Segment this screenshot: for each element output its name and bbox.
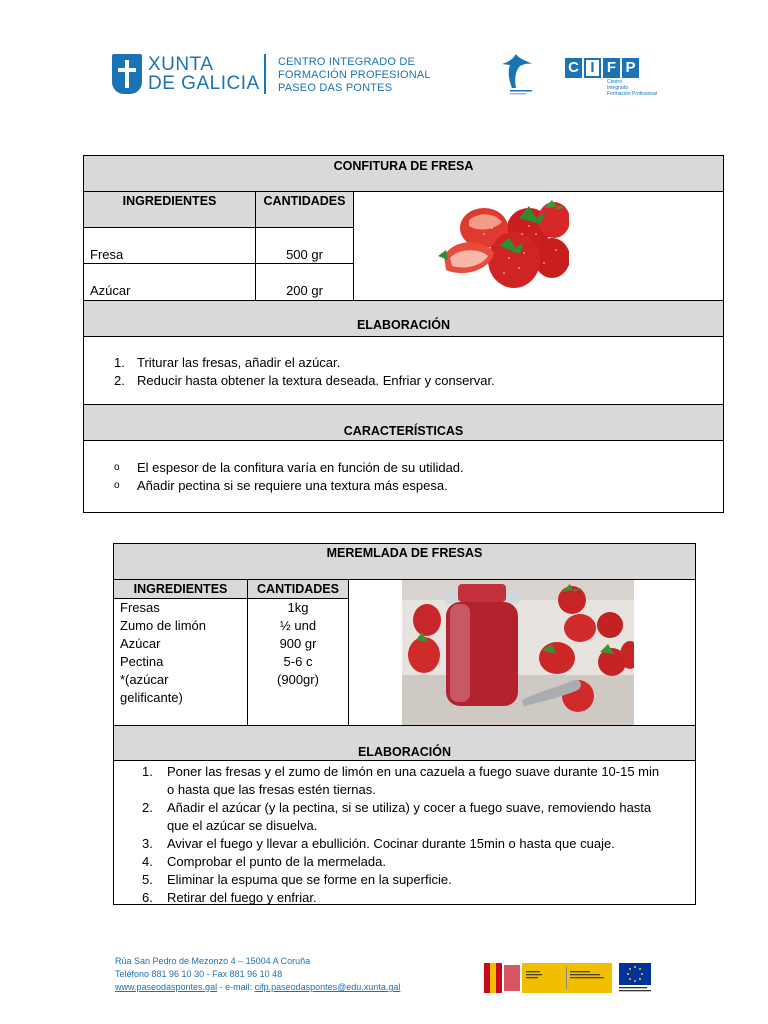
recipe1-features-body xyxy=(84,441,723,512)
list-item: *(azúcar xyxy=(120,672,169,687)
centre-line3: PASEO DAS PONTES xyxy=(278,82,393,94)
list-item: 3. Avivar el fuego y llevar a ebullición. Cocinar durante 15min o hasta que cuaje. xyxy=(142,836,615,851)
list-item: Fresas xyxy=(120,600,160,615)
cifp-letter-p: P xyxy=(622,58,639,78)
list-item: 5-6 c xyxy=(283,654,313,669)
galicia-shield-icon xyxy=(112,54,142,94)
recipe2-table xyxy=(113,543,696,905)
xunta-line2: DE GALICIA xyxy=(148,73,260,94)
recipe2-quantities-list xyxy=(248,599,349,725)
bullet-icon: o xyxy=(114,462,120,473)
recipe1-features-title: CARACTERÍSTICAS xyxy=(343,424,464,438)
jam-jar-photo xyxy=(402,580,634,725)
centre-line1: CENTRO INTEGRADO DE xyxy=(278,56,416,68)
list-item: 900 gr xyxy=(279,636,317,651)
strawberries-photo xyxy=(424,198,569,296)
list-item: 1. Triturar las fresas, añadir el azúcar. xyxy=(114,355,341,370)
cifp-letter-i: I xyxy=(584,58,601,78)
list-item: 4. Comprobar el punto de la mermelada. xyxy=(142,854,386,869)
recipe1-col-quantities: CANTIDADES xyxy=(256,192,353,228)
recipe1-features-header xyxy=(84,405,723,441)
recipe1-col-ingredients: INGREDIENTES xyxy=(84,192,256,228)
centre-name xyxy=(278,56,431,95)
list-item: 1. Poner las fresas y el zumo de limón en una cazuela a fuego suave durante 10-15 min o hasta que las fresas estén tiernas. xyxy=(142,764,660,797)
recipe2-elaboration-header xyxy=(114,725,695,761)
recipe1-title-row xyxy=(84,156,723,192)
list-item: (900gr) xyxy=(277,672,319,687)
recipe1-steps xyxy=(114,354,495,390)
recipe2-col-quantities: CANTIDADES xyxy=(248,580,349,599)
spain-eu-logos xyxy=(484,961,654,995)
recipe1-ingredients-row xyxy=(84,192,723,301)
list-item: 6. Retirar del fuego y enfriar. xyxy=(142,890,317,905)
cifp-letter-f: F xyxy=(603,58,620,78)
recipe2-title-row xyxy=(114,544,695,580)
ingredient-qty: 200 gr xyxy=(286,283,323,298)
recipe1-title: CONFITURA DE FRESA xyxy=(333,159,474,173)
footer-address: Rúa San Pedro de Mezonzo 4 – 15004 A Coruña xyxy=(115,956,311,966)
table-row xyxy=(84,228,256,264)
cifp-letter-c: C xyxy=(565,58,582,78)
list-item: Azúcar xyxy=(120,636,161,651)
xunta-logo xyxy=(112,54,260,94)
recipe1-elaboration-header xyxy=(84,301,723,337)
figure-logo-icon xyxy=(488,52,538,96)
table-row xyxy=(84,264,256,300)
bullet-icon: o xyxy=(114,480,120,491)
list-item: 2. Añadir el azúcar (y la pectina, si se utiliza) y cocer a fuego suave, removiendo hasta que el azúcar se disuelva. xyxy=(142,800,652,833)
funding-logos xyxy=(484,961,654,995)
list-item: gelificante) xyxy=(120,690,183,705)
recipe2-ingredients-list xyxy=(114,599,248,725)
recipe2-steps xyxy=(142,763,692,907)
recipe1-table xyxy=(83,155,724,513)
ingredient-name: Fresa xyxy=(90,247,124,262)
ingredient-qty: 500 gr xyxy=(286,247,323,262)
recipe1-features xyxy=(114,459,464,495)
centre-line2: FORMACIÓN PROFESIONAL xyxy=(278,69,431,81)
list-item: o Añadir pectina si se requiere una textura más espesa. xyxy=(114,478,448,493)
list-item: 1kg xyxy=(287,600,309,615)
recipe1-elaboration-body xyxy=(84,337,723,405)
footer-email-link[interactable]: cifp.paseodaspontes@edu.xunta.gal xyxy=(254,982,401,992)
xunta-line1: XUNTA xyxy=(148,54,214,75)
list-item: Zumo de limón xyxy=(120,618,206,633)
list-item: 5. Eliminar la espuma que se forme en la superficie. xyxy=(142,872,452,887)
recipe2-elaboration-title: ELABORACIÓN xyxy=(357,745,452,759)
ingredient-name: Azúcar xyxy=(90,283,131,298)
footer-phone: Teléfono 881 96 10 30 - Fax 881 96 10 48 xyxy=(115,969,283,979)
header-divider xyxy=(264,54,266,94)
cifp-subtitle: Centro Integrado Formación Profesional xyxy=(607,79,658,97)
list-item: Pectina xyxy=(120,654,164,669)
list-item: 2. Reducir hasta obtener la textura deseada. Enfriar y conservar. xyxy=(114,373,495,388)
list-item: o El espesor de la confitura varía en función de su utilidad. xyxy=(114,460,464,475)
recipe2-title: MEREMLADA DE FRESAS xyxy=(326,546,483,560)
page-footer: Rúa San Pedro de Mezonzo 4 – 15004 A Coruña Teléfono 881 96 10 30 - Fax 881 96 10 48 www.paseodaspontes.gal - e-mail: cifp.paseodaspontes@edu.xunta.gal xyxy=(115,956,401,992)
cifp-logo xyxy=(565,58,658,97)
page-header xyxy=(112,50,672,100)
list-item: ½ und xyxy=(279,618,317,633)
recipe2-col-ingredients: INGREDIENTES xyxy=(114,580,248,599)
footer-web-link[interactable]: www.paseodaspontes.gal xyxy=(115,982,218,992)
recipe1-elaboration-title: ELABORACIÓN xyxy=(356,318,451,332)
